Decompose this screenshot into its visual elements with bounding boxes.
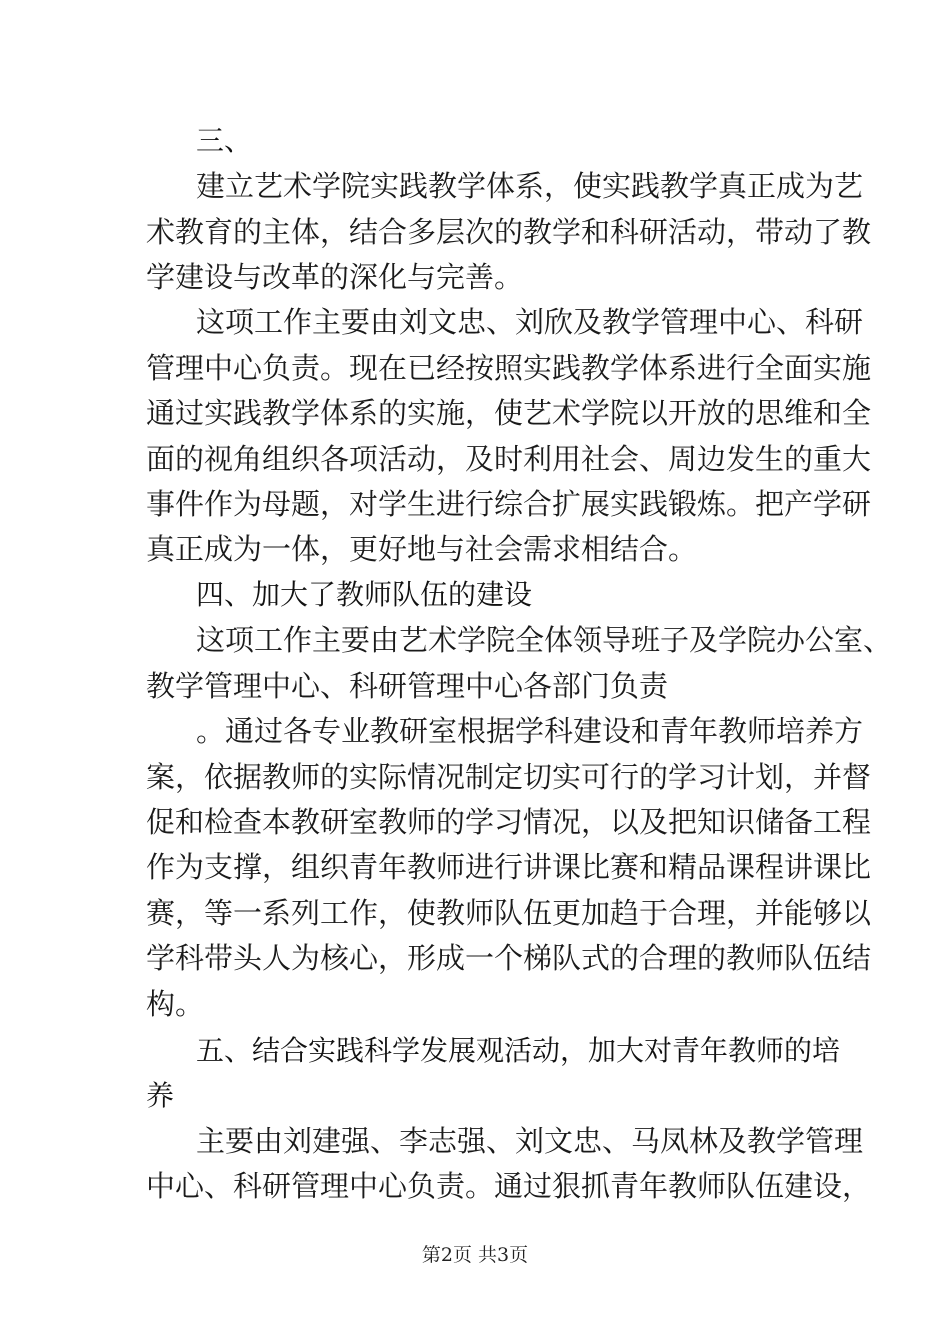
paragraph-line: 作为支撑，组织青年教师进行讲课比赛和精品课程讲课比 (146, 850, 872, 884)
paragraph-line: 学建设与改革的深化与完善。 (146, 260, 524, 294)
paragraph-line: 这项工作主要由刘文忠、刘欣及教学管理中心、科研 (196, 305, 864, 339)
paragraph-line: 案，依据教师的实际情况制定切实可行的学习计划，并督 (146, 760, 872, 794)
paragraph-line: 促和检查本教研室教师的学习情况，以及把知识储备工程 (146, 805, 872, 839)
paragraph-line: 教学管理中心、科研管理中心各部门负责 (146, 669, 669, 703)
paragraph-line: 建立艺术学院实践教学体系，使实践教学真正成为艺 (196, 169, 864, 203)
paragraph-line: 中心、科研管理中心负责。通过狠抓青年教师队伍建设， (146, 1169, 872, 1203)
paragraph-line: 管理中心负责。现在已经按照实践教学体系进行全面实施 (146, 351, 872, 385)
paragraph-line: 通过实践教学体系的实施，使艺术学院以开放的思维和全 (146, 396, 872, 430)
paragraph-line: 术教育的主体，结合多层次的教学和科研活动，带动了教 (146, 215, 872, 249)
paragraph-line: 主要由刘建强、李志强、刘文忠、马凤林及教学管理 (196, 1124, 864, 1158)
paragraph-line: 事件作为母题，对学生进行综合扩展实践锻炼。把产学研 (146, 487, 872, 521)
section-heading: 五、结合实践科学发展观活动，加大对青年教师的培 (196, 1034, 841, 1067)
section-heading: 四、加大了教师队伍的建设 (196, 578, 533, 611)
paragraph-line: 面的视角组织各项活动，及时利用社会、周边发生的重大 (146, 442, 872, 476)
paragraph-line: 构。 (146, 987, 205, 1021)
paragraph-line: 这项工作主要由艺术学院全体领导班子及学院办公室、 (196, 623, 893, 657)
section-heading: 三、 (196, 124, 253, 157)
paragraph-line: 真正成为一体，更好地与社会需求相结合。 (146, 532, 698, 566)
paragraph-line: 。通过各专业教研室根据学科建设和青年教师培养方 (196, 714, 864, 748)
section-heading: 养 (146, 1079, 175, 1112)
paragraph-line: 赛，等一系列工作，使教师队伍更加趋于合理，并能够以 (146, 896, 872, 930)
paragraph-line: 学科带头人为核心，形成一个梯队式的合理的教师队伍结 (146, 941, 872, 975)
page-number-footer: 第2页 共3页 (421, 1244, 529, 1266)
